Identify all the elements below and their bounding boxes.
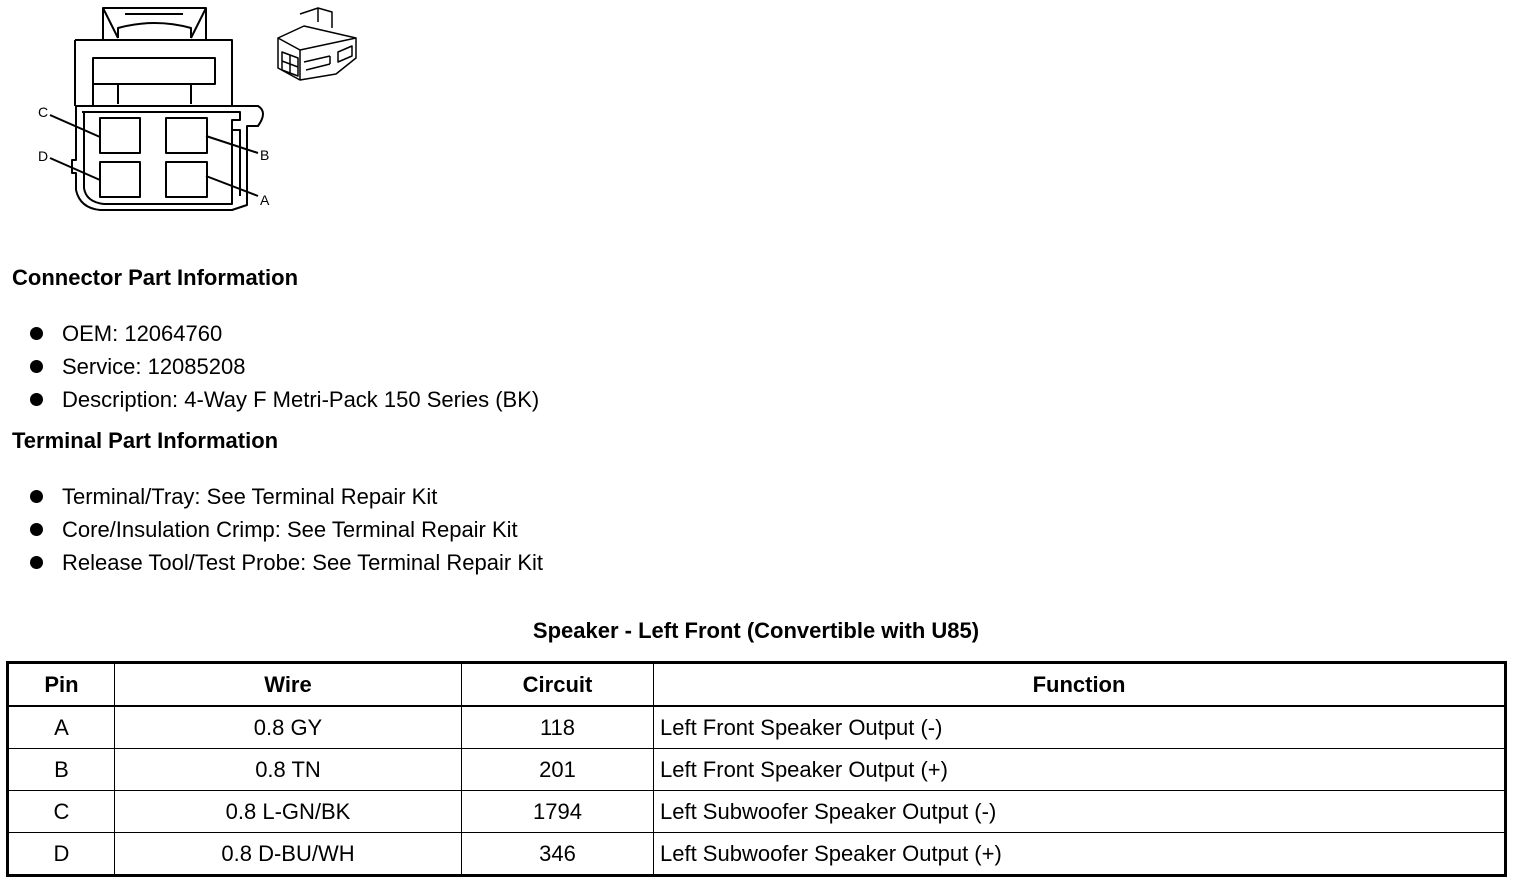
pin-label-b: B	[260, 147, 270, 163]
cell-circuit: 201	[462, 749, 654, 791]
list-item	[30, 350, 539, 383]
connector-service: Service: 12085208	[62, 354, 246, 379]
cell-pin: D	[8, 833, 115, 876]
table-row	[8, 791, 1506, 833]
connector-face-diagram	[0, 0, 380, 230]
col-header-circuit: Circuit	[462, 663, 654, 707]
bullet-icon	[30, 490, 43, 503]
table-row	[8, 749, 1506, 791]
connector-description: Description: 4-Way F Metri-Pack 150 Series (BK)	[62, 387, 540, 412]
cell-function: Left Front Speaker Output (-)	[654, 706, 1506, 749]
bullet-icon	[30, 327, 43, 340]
cell-pin: C	[8, 791, 115, 833]
connector-oem: OEM: 12064760	[62, 321, 223, 346]
connector-iso-thumbnail	[278, 8, 356, 80]
cell-function: Left Front Speaker Output (+)	[654, 749, 1506, 791]
pin-label-a: A	[260, 192, 270, 208]
connector-info-list	[30, 317, 539, 416]
list-item	[30, 546, 543, 579]
pin-table	[6, 661, 1507, 877]
list-item	[30, 480, 543, 513]
pin-label-d: D	[38, 148, 49, 164]
cell-wire: 0.8 TN	[115, 749, 462, 791]
cell-pin: B	[8, 749, 115, 791]
bullet-icon	[30, 523, 43, 536]
cell-circuit: 118	[462, 706, 654, 749]
table-row	[8, 706, 1506, 749]
terminal-release-tool: Release Tool/Test Probe: See Terminal Repair Kit	[62, 550, 543, 575]
cell-function: Left Subwoofer Speaker Output (-)	[654, 791, 1506, 833]
terminal-info-list	[30, 480, 543, 579]
bullet-icon	[30, 360, 43, 373]
cell-wire: 0.8 L-GN/BK	[115, 791, 462, 833]
cell-pin: A	[8, 706, 115, 749]
cell-wire: 0.8 GY	[115, 706, 462, 749]
terminal-tray: Terminal/Tray: See Terminal Repair Kit	[62, 484, 438, 509]
bullet-icon	[30, 556, 43, 569]
connector-info-heading: Connector Part Information	[12, 265, 299, 290]
cell-circuit: 1794	[462, 791, 654, 833]
list-item	[30, 383, 539, 416]
pin-label-c: C	[38, 104, 49, 120]
terminal-info-heading: Terminal Part Information	[12, 428, 279, 453]
col-header-function: Function	[654, 663, 1506, 707]
table-row	[8, 833, 1506, 876]
cell-wire: 0.8 D-BU/WH	[115, 833, 462, 876]
pin-table-title: Speaker - Left Front (Convertible with U85)	[532, 618, 980, 643]
bullet-icon	[30, 393, 43, 406]
list-item	[30, 513, 543, 546]
table-header-row	[8, 663, 1506, 707]
list-item	[30, 317, 539, 350]
terminal-crimp: Core/Insulation Crimp: See Terminal Repair Kit	[62, 517, 518, 542]
cell-function: Left Subwoofer Speaker Output (+)	[654, 833, 1506, 876]
col-header-pin: Pin	[8, 663, 115, 707]
cell-circuit: 346	[462, 833, 654, 876]
col-header-wire: Wire	[115, 663, 462, 707]
